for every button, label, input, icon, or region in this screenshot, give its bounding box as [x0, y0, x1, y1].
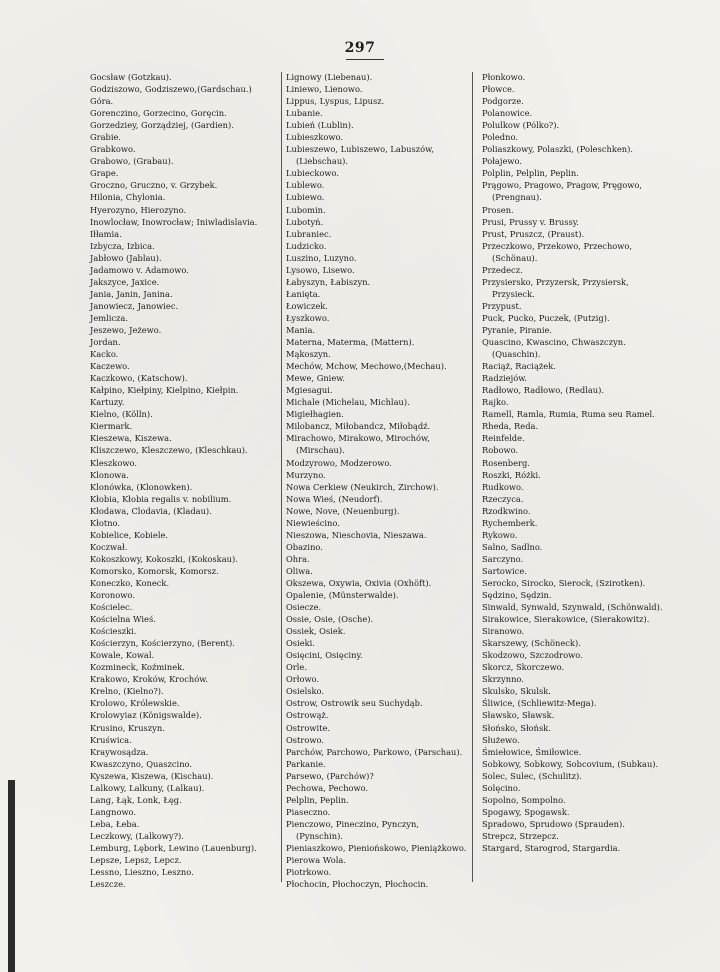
index-entry: Prągowo, Pragowo, Pragow, Pręgowo, (Prengnau).: [482, 180, 643, 203]
index-entry: Rudkowo.: [482, 481, 524, 492]
index-entry: Godziszowo, Godziszewo,(Gardschau.): [90, 84, 252, 95]
page-number-ornament: [346, 59, 384, 60]
index-entry: Hilonia, Chylonia.: [90, 192, 166, 203]
index-entry: Kokoszkowy, Kokoszki, (Kokoskau).: [90, 553, 238, 564]
index-entry: Płochocin, Płochoczyn, Płochocin.: [286, 879, 429, 890]
index-entry: Łowiczek.: [286, 300, 328, 311]
index-entry: Janowiecz, Janowiec.: [90, 300, 179, 311]
index-entry: Lalkowy, Lalkuny, (Lalkau).: [90, 782, 205, 793]
index-entry: Lang, Łąk, Lonk, Łęg.: [90, 794, 182, 805]
index-entry: Podgorze.: [482, 96, 524, 107]
index-entry: Poledno.: [482, 132, 518, 143]
index-entry: Płonkowo.: [482, 72, 526, 82]
index-entry: Parsewo, (Parchów)?: [286, 770, 374, 781]
index-entry: Jadamowo v. Adamowo.: [90, 264, 189, 275]
index-entry: Radłowo, Radłowo, (Redlau).: [482, 385, 605, 396]
index-entry: Robowo.: [482, 445, 519, 456]
index-entry: Izbycza, Izbica.: [90, 240, 155, 251]
index-entry: Obazino.: [286, 541, 323, 552]
index-entry: Migiełhagien.: [286, 409, 344, 420]
index-entry: Koronowo.: [90, 590, 135, 601]
index-entry: Jakszyce, Jaxice.: [90, 276, 160, 287]
index-entry: Reinfelde.: [482, 433, 525, 444]
index-entry: Lignowy (Liebenau).: [286, 72, 373, 82]
index-entry: Solęcino.: [482, 782, 521, 793]
index-entry: Rosenberg.: [482, 457, 530, 468]
index-entry: Połajewo.: [482, 156, 522, 167]
index-entry: Pierowa Wola.: [286, 855, 346, 866]
index-entry: Ludzicko.: [286, 240, 327, 251]
index-entry: Milobancz, Miłobandcz, Miłobądź.: [286, 421, 431, 432]
index-entry: Grabowo, (Grabau).: [90, 156, 174, 167]
index-entry: Lepsze, Lepsz, Lepcz.: [90, 855, 182, 866]
index-entry: Rzeczyca.: [482, 493, 524, 504]
index-entry: Klonówka, (Klonowken).: [90, 481, 193, 492]
column-divider: [281, 72, 282, 882]
index-entry: Mania.: [286, 324, 316, 335]
index-entry: Łyszkowo.: [286, 312, 330, 323]
index-entry: Langnowo.: [90, 806, 137, 817]
index-entry: Ossie, Osie, (Osche).: [286, 614, 374, 625]
index-entry: Sławsko, Sławsk.: [482, 710, 555, 721]
index-entry: Osieki.: [286, 638, 315, 649]
index-entry: Przypust.: [482, 300, 522, 311]
index-entry: Materna, Materma, (Mattern).: [286, 337, 415, 348]
index-entry: Leba, Łeba.: [90, 818, 140, 829]
index-entry: Nieszowa, Nieschovia, Nieszawa.: [286, 529, 427, 540]
index-entry: Lubiewo.: [286, 192, 325, 203]
column-1: [90, 71, 280, 890]
index-entry: Osielsko.: [286, 686, 325, 697]
index-entry: Krelno, (Kielno?).: [90, 686, 164, 697]
index-entry: Kowale, Kowal.: [90, 650, 155, 661]
index-entry: Grabie.: [90, 132, 122, 143]
index-entry: Krolowo, Królewskie.: [90, 698, 180, 709]
index-entry: Mechów, Mchow, Mechowo,(Mechau).: [286, 361, 447, 372]
index-entry: Lubieszkowo.: [286, 132, 343, 143]
index-entry: Kłodawa, Clodavia, (Kladau).: [90, 505, 212, 516]
index-entry: Góra.: [90, 96, 114, 107]
index-entry: Lubraniec.: [286, 228, 332, 239]
index-entry: Nowa Cerkiew (Neukirch, Zirchow).: [286, 481, 439, 492]
index-entry: Kielno, (Kölln).: [90, 409, 153, 420]
index-entry: Polulkow (Pólko?).: [482, 120, 560, 131]
index-entry: Kościelna Wieś.: [90, 614, 156, 625]
index-entry: Poliaszkowy, Polaszki, (Poleschken).: [482, 144, 633, 155]
index-entry: Kraywosądza.: [90, 746, 149, 757]
index-entry: Skarszewy, (Schöneck).: [482, 638, 581, 649]
index-entry: Skulsko, Skulsk.: [482, 686, 551, 697]
index-entry: Prusi, Prussy v. Brussy.: [482, 216, 579, 227]
index-entry: Śmiełowice, Śmiłowice.: [482, 746, 582, 757]
index-entry: Rychemberk.: [482, 517, 538, 528]
index-entry: Rykowo.: [482, 529, 518, 540]
index-entry: Serocko, Sirocko, Sierock, (Szirotken).: [482, 577, 646, 588]
index-entry: Pelplin, Peplin.: [286, 794, 349, 805]
index-entry: Prust, Pruszcz, (Praust).: [482, 228, 585, 239]
index-entry: Hyerozyno, Hierozyno.: [90, 204, 187, 215]
index-entry: Iłłamia.: [90, 228, 122, 239]
index-entry: Kartuzy.: [90, 397, 125, 408]
index-entry: Kobielice, Kobiele.: [90, 529, 169, 540]
index-entry: Rajko.: [482, 397, 509, 408]
index-entry: Słońsko, Słońsk.: [482, 722, 551, 733]
index-entry: Kłobia, Kłobia regalis v. nobilium.: [90, 493, 232, 504]
index-entry: Ostrowąż.: [286, 710, 329, 721]
index-entry: Spradowo, Sprudowo (Sprauden).: [482, 818, 625, 829]
index-entry: Roszki, Różki.: [482, 469, 541, 480]
index-entry: Inowlocław, Inowrocław; Iniwladislavia.: [90, 216, 258, 227]
index-entry: Rzodkwino.: [482, 505, 531, 516]
index-entry: Opalenie, (Münsterwalde).: [286, 590, 399, 601]
index-entry: Prosen.: [482, 204, 514, 215]
index-entry: Mgiesagui.: [286, 385, 333, 396]
index-entry: Murzyno.: [286, 469, 326, 480]
index-entry: Sopolno, Sompolno.: [482, 794, 566, 805]
page-number: 297: [344, 40, 376, 56]
index-entry: Komorsko, Komorsk, Komorsz.: [90, 565, 219, 576]
index-entry: Śliwice, (Schliewitz-Mega).: [482, 698, 597, 709]
index-entry: Parchów, Parchowo, Parkowo, (Parschau).: [286, 746, 463, 757]
index-entry: Lublewo.: [286, 180, 325, 191]
page-edge-shadow: [8, 780, 15, 972]
index-entry: Przeczkowo, Przekowo, Przechowo, (Schönau).: [482, 240, 633, 263]
index-entry: Lubieckowo.: [286, 168, 339, 179]
index-entry: Przysiersko, Przyzersk, Przysiersk, Przysieck.: [482, 276, 629, 299]
index-entry: Quascino, Kwascino, Chwaszczyn. (Quaschin).: [482, 337, 626, 360]
index-entry: Okszewa, Oxywia, Oxivia (Oxhöft).: [286, 577, 432, 588]
index-entry: Salno, Sadlno.: [482, 541, 543, 552]
index-entry: Orle.: [286, 662, 307, 673]
index-entry: Kałpino, Kiełpiny, Kielpino, Kiełpin.: [90, 385, 239, 396]
index-entry: Lubieszewo, Lubiszewo, Labuszów, (Liebschau).: [286, 144, 434, 167]
index-entry: Pienczowo, Pineczino, Pynczyn, (Pynschin).: [286, 818, 419, 841]
index-entry: Grabkowo.: [90, 144, 136, 155]
index-entry: Niewieścino.: [286, 517, 340, 528]
index-entry: Lessno, Lieszno, Leszno.: [90, 867, 194, 878]
index-entry: Jordan.: [90, 337, 121, 348]
index-entry: Łanięta.: [286, 288, 321, 299]
index-entry: Kieszewa, Kiszewa.: [90, 433, 172, 444]
index-entry: Mąkoszyn.: [286, 349, 331, 360]
index-entry: Kościelec.: [90, 602, 133, 613]
index-entry: Krakowo, Kroków, Krochów.: [90, 674, 208, 685]
column-3: [482, 71, 668, 854]
index-entry: Leczkowy, (Lalkowy?).: [90, 830, 184, 841]
index-entry: Kościerzyn, Kościerzyno, (Berent).: [90, 638, 235, 649]
index-entry: Skodzowo, Szczodrowo.: [482, 650, 583, 661]
index-entry: Strepcz, Strzepcz.: [482, 830, 559, 841]
index-entry: Lubanie.: [286, 108, 323, 119]
index-entry: Radziejów.: [482, 373, 527, 384]
index-entry: Michale (Michelau, Michlau).: [286, 397, 410, 408]
index-entry: Rheda, Reda.: [482, 421, 539, 432]
index-entry: Kleszkowo.: [90, 457, 138, 468]
index-entry: Orłowo.: [286, 674, 320, 685]
index-entry: Osiecze.: [286, 602, 322, 613]
index-entry: Pechowa, Pechowo.: [286, 782, 369, 793]
index-entry: Polanowice.: [482, 108, 533, 119]
index-entry: Raciąż, Raciążek.: [482, 361, 556, 372]
index-entry: Luszino, Luzyno.: [286, 252, 357, 263]
index-entry: Skrzynno.: [482, 674, 524, 685]
index-entry: Lubotyń.: [286, 216, 324, 227]
index-entry: Gorenczino, Gorzecino, Goręcin.: [90, 108, 227, 119]
index-entry: Sobkowy, Sobkowy, Sobcovium, (Subkau).: [482, 758, 659, 769]
index-entry: Stargard, Starogrod, Stargardia.: [482, 843, 621, 853]
index-entry: Polplin, Pelplin, Peplin.: [482, 168, 579, 179]
index-entry: Solec, Sulec, (Schulitz).: [482, 770, 582, 781]
index-entry: Ostrowite.: [286, 722, 330, 733]
index-entry: Łabyszyn, Łabiszyn.: [286, 276, 371, 287]
index-entry: Lysowo, Lisewo.: [286, 264, 355, 275]
index-entry: Lemburg, Lębork, Lewino (Lauenburg).: [90, 843, 257, 853]
index-entry: Skorcz, Skorczewo.: [482, 662, 565, 673]
column-2: [286, 71, 468, 890]
index-entry: Lubomin.: [286, 204, 326, 215]
index-entry: Lippus, Lyspus, Lipusz.: [286, 96, 385, 107]
index-entry: Siranowo.: [482, 626, 525, 637]
index-entry: Kwaszczyno, Quaszcino.: [90, 758, 193, 769]
index-entry: Grape.: [90, 168, 119, 179]
index-entry: Osięcini, Osięciny.: [286, 650, 363, 661]
index-entry: Sirakowice, Sierakowice, (Sierakowitz).: [482, 614, 650, 625]
index-entry: Klonowa.: [90, 469, 129, 480]
index-entry: Jemlicza.: [90, 312, 129, 323]
index-entry: Płowce.: [482, 84, 515, 95]
index-entry: Ostrowo.: [286, 734, 324, 745]
index-entry: Krusino, Kruszyn.: [90, 722, 165, 733]
index-entry: Kiermark.: [90, 421, 133, 432]
index-entry: Ostrow, Ostrowik seu Suchydąb.: [286, 698, 423, 709]
index-entry: Gocsław (Gotzkau).: [90, 72, 172, 82]
index-entry: Koneczko, Koneck.: [90, 577, 170, 588]
index-entry: Piotrkowo.: [286, 867, 332, 878]
index-entry: Mirachowo, Mirakowo, Mirochów, (Mirschau).: [286, 433, 430, 456]
index-entry: Służewo.: [482, 734, 520, 745]
index-entry: Przedecz.: [482, 264, 523, 275]
index-entry: Groczno, Gruczno, v. Grzybek.: [90, 180, 218, 191]
index-entry: Sinwald, Synwald, Szynwald, (Schönwald).: [482, 602, 663, 613]
index-entry: Oliwa.: [286, 565, 313, 576]
index-entry: Gorzedziey, Gorządziej, (Gardien).: [90, 120, 234, 131]
index-entry: Jabłowo (Jablau).: [90, 252, 162, 263]
index-entry: Sędzino, Sędzin.: [482, 590, 552, 601]
index-entry: Kościeszki.: [90, 626, 137, 637]
index-entry: Modzyrowo, Modzerowo.: [286, 457, 392, 468]
index-entry: Kłotno.: [90, 517, 121, 528]
index-entry: Sartowice.: [482, 565, 527, 576]
index-entry: Parkanie.: [286, 758, 326, 769]
index-entry: Ramell, Ramla, Rumia, Ruma seu Ramel.: [482, 409, 655, 420]
index-entry: Kaczewo.: [90, 361, 130, 372]
index-entry: Lubień (Lublin).: [286, 120, 354, 131]
index-entry: Koczwał.: [90, 541, 128, 552]
index-entry: Kliszczewo, Kleszczewo, (Kleschkau).: [90, 445, 248, 456]
index-entry: Piaseczno.: [286, 806, 331, 817]
column-divider: [472, 72, 473, 882]
index-entry: Kyszewa, Kiszewa, (Kischau).: [90, 770, 214, 781]
index-entry: Kacko.: [90, 349, 119, 360]
index-entry: Kruświca.: [90, 734, 132, 745]
index-entry: Liniewo, Lienowo.: [286, 84, 363, 95]
index-entry: Leszcze.: [90, 879, 126, 890]
index-entry: Krolowyiaz (Königswalde).: [90, 710, 202, 721]
index-entry: Ossiek, Osiek.: [286, 626, 346, 637]
index-entry: Kaczkowo, (Katschow).: [90, 373, 188, 384]
index-entry: Pieniaszkowo, Pieniońskowo, Pieniążkowo.: [286, 843, 467, 853]
index-entry: Spogawy, Spogawsk.: [482, 806, 570, 817]
index-entry: Nowa Wieś, (Neudorf).: [286, 493, 383, 504]
index-entry: Puck, Pucko, Puczek, (Putzig).: [482, 312, 610, 323]
index-entry: Nowe, Nove, (Neuenburg).: [286, 505, 400, 516]
index-entry: Sarczyno.: [482, 553, 524, 564]
index-entry: Pyranie, Piranie.: [482, 324, 553, 335]
index-entry: Ohra.: [286, 553, 310, 564]
index-entry: Jania, Janin, Janina.: [90, 288, 173, 299]
index-entry: Mewe, Gniew.: [286, 373, 345, 384]
index-entry: Jeszewo, Jeżewo.: [90, 324, 162, 335]
index-entry: Kozmineck, Koźminek.: [90, 662, 185, 673]
